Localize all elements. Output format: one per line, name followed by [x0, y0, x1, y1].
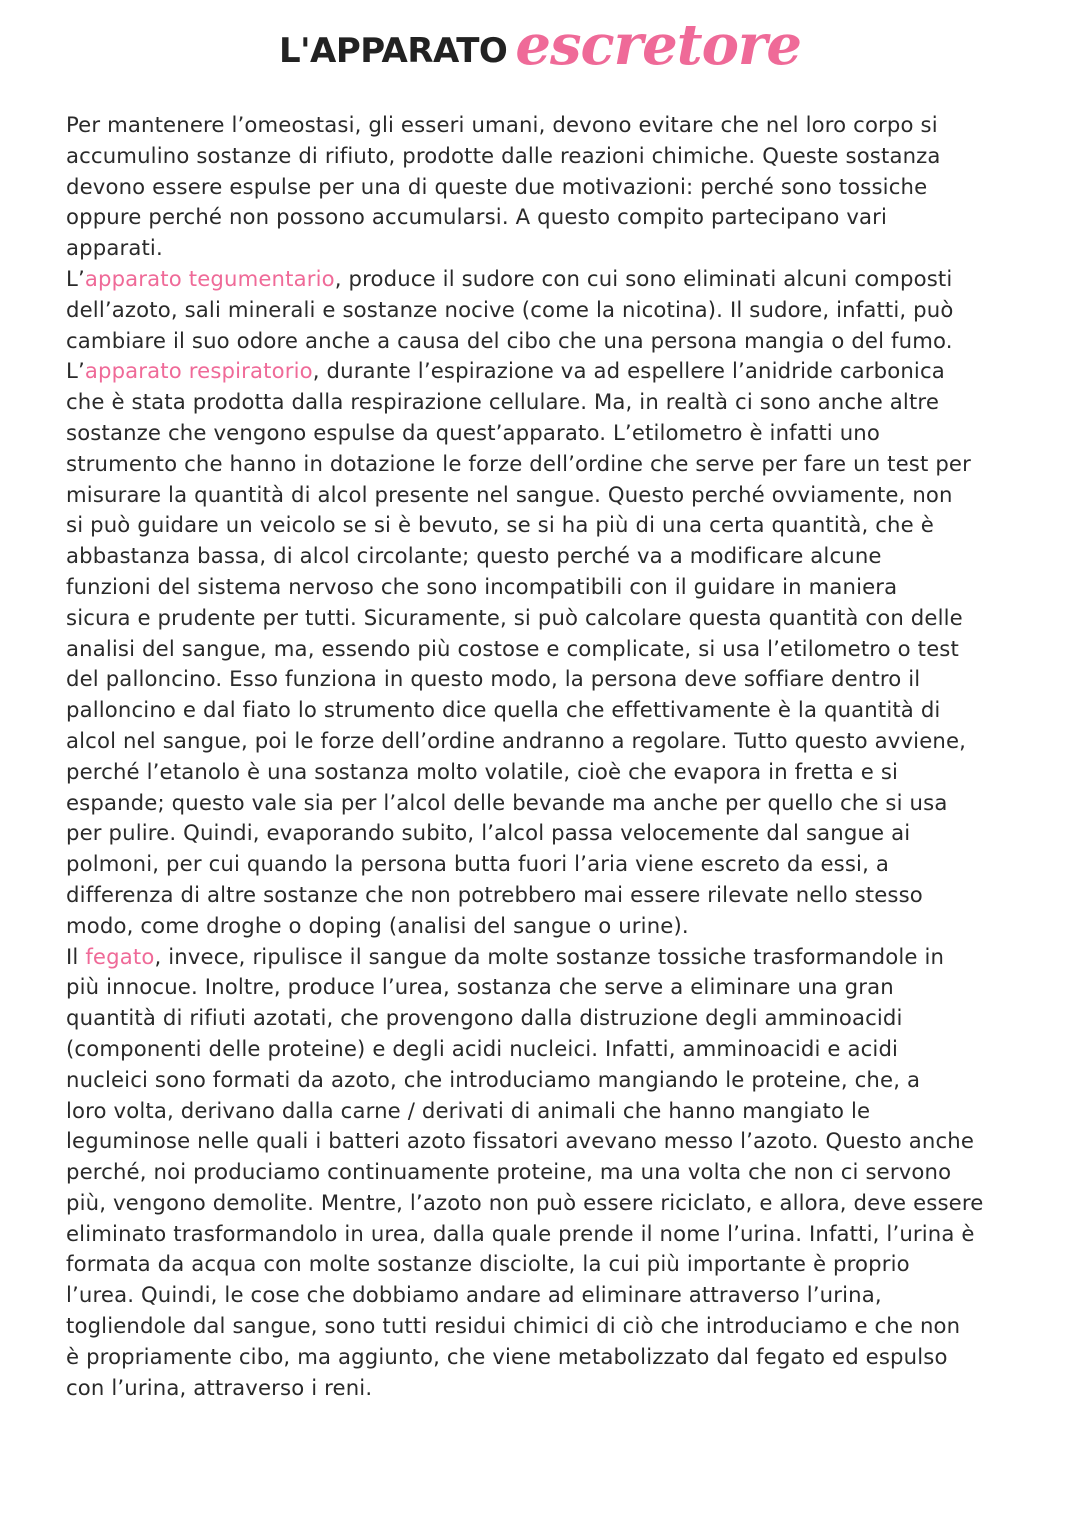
text-line: formata da acqua con molte sostanze disciolte, la cui più importante è proprio: [66, 1251, 910, 1277]
highlighted-term: apparato tegumentario: [84, 265, 335, 291]
text-line: è propriamente cibo, ma aggiunto, che viene metabolizzato dal fegato ed espulso: [66, 1343, 948, 1369]
text-line-prefix: L’: [66, 358, 85, 384]
text-line: misurare la quantità di alcol presente nel sangue. Questo perché ovviamente, non: [66, 481, 953, 507]
text-line: cambiare il suo odore anche a causa del cibo che una persona mangia o del fumo.: [66, 327, 953, 353]
text-line: modo, come droghe o doping (analisi del sangue o urine).: [66, 912, 689, 938]
text-line: perché l’etanolo è una sostanza molto volatile, cioè che evapora in fretta e si: [66, 758, 899, 784]
text-line: l’urea. Quindi, le cose che dobbiamo andare ad eliminare attraverso l’urina,: [66, 1282, 882, 1308]
highlighted-term: fegato: [85, 943, 155, 969]
text-line: togliendole dal sangue, sono tutti residui chimici di ciò che introduciamo e che non: [66, 1313, 961, 1339]
text-line: che è stata prodotta dalla respirazione cellulare. Ma, in realtà ci sono anche altre: [66, 389, 939, 415]
body-text: [66, 110, 1016, 1403]
text-line-suffix: , durante l’espirazione va ad espellere l’anidride carbonica: [312, 358, 945, 384]
text-line: espande; questo vale sia per l’alcol delle bevande ma anche per quello che si usa: [66, 789, 948, 815]
text-line: Per mantenere l’omeostasi, gli esseri umani, devono evitare che nel loro corpo si: [66, 112, 938, 137]
text-line: più, vengono demolite. Mentre, l’azoto non può essere riciclato, e allora, deve essere: [66, 1189, 984, 1215]
text-line: sostanze che vengono espulse da quest’apparato. L’etilometro è infatti uno: [66, 419, 880, 445]
title-script: escretore: [515, 12, 802, 78]
text-line: oppure perché non possono accumularsi. A questo compito partecipano vari: [66, 204, 888, 230]
text-line: alcol nel sangue, poi le forze dell’ordine andranno a regolare. Tutto questo avviene,: [66, 727, 967, 753]
title-main: L'APPARATO: [278, 31, 508, 71]
text-line: devono essere espulse per una di queste due motivazioni: perché sono tossiche: [66, 173, 928, 199]
text-line: [66, 942, 1016, 973]
text-line: apparati.: [66, 235, 163, 261]
text-line: accumulino sostanze di rifiuto, prodotte dalle reazioni chimiche. Queste sostanza: [66, 142, 941, 168]
text-line-suffix: , produce il sudore con cui sono eliminati alcuni composti: [334, 265, 953, 291]
text-line: funzioni del sistema nervoso che sono incompatibili con il guidare in maniera: [66, 573, 898, 599]
text-line: eliminato trasformandolo in urea, dalla quale prende il nome l’urina. Infatti, l’urina è: [66, 1220, 975, 1246]
text-line: più innocue. Inoltre, produce l’urea, sostanza che serve a eliminare una gran: [66, 974, 894, 1000]
text-line: abbastanza bassa, di alcol circolante; questo perché va a modificare alcune: [66, 543, 882, 569]
text-line-prefix: L’: [66, 265, 85, 291]
text-line: si può guidare un veicolo se si è bevuto, se si ha più di una certa quantità, che è: [66, 512, 934, 538]
text-line: leguminose nelle quali i batteri azoto fissatori avevano messo l’azoto. Questo anche: [66, 1128, 975, 1154]
text-line: nucleici sono formati da azoto, che introduciamo mangiando le proteine, che, a: [66, 1066, 921, 1092]
text-line-prefix: Il: [66, 943, 86, 969]
text-line: strumento che hanno in dotazione le forze dell’ordine che serve per fare un test per: [66, 450, 971, 476]
text-line-suffix: , invece, ripulisce il sangue da molte sostanze tossiche trasformandole in: [154, 943, 945, 969]
text-line: [66, 356, 1016, 387]
text-line: dell’azoto, sali minerali e sostanze nocive (come la nicotina). Il sudore, infatti, può: [66, 296, 954, 322]
text-line: [66, 264, 1016, 295]
text-line: del palloncino. Esso funziona in questo modo, la persona deve soffiare dentro il: [66, 666, 921, 692]
text-line: per pulire. Quindi, evaporando subito, l’alcol passa velocemente dal sangue ai: [66, 820, 911, 846]
text-line: (componenti delle proteine) e degli acidi nucleici. Infatti, amminoacidi e acidi: [66, 1035, 899, 1061]
text-line: palloncino e dal fiato lo strumento dice quella che effettivamente è la quantità di: [66, 697, 941, 723]
text-line: perché, noi produciamo continuamente proteine, ma una volta che non ci servono: [66, 1159, 952, 1185]
text-line: polmoni, per cui quando la persona butta fuori l’aria viene escreto da essi, a: [66, 851, 890, 877]
highlighted-term: apparato respiratorio: [84, 358, 313, 384]
text-line: con l’urina, attraverso i reni.: [66, 1374, 373, 1400]
text-line: quantità di rifiuti azotati, che provengono dalla distruzione degli amminoacidi: [66, 1005, 903, 1031]
text-line: differenza di altre sostanze che non potrebbero mai essere rilevate nello stesso: [66, 881, 923, 907]
text-line: loro volta, derivano dalla carne / derivati di animali che hanno mangiato le: [66, 1097, 871, 1123]
text-line: sicura e prudente per tutti. Sicuramente, si può calcolare questa quantità con delle: [66, 604, 963, 630]
text-line: analisi del sangue, ma, essendo più costose e complicate, si usa l’etilometro o test: [66, 635, 959, 661]
page-title: [0, 12, 1080, 84]
